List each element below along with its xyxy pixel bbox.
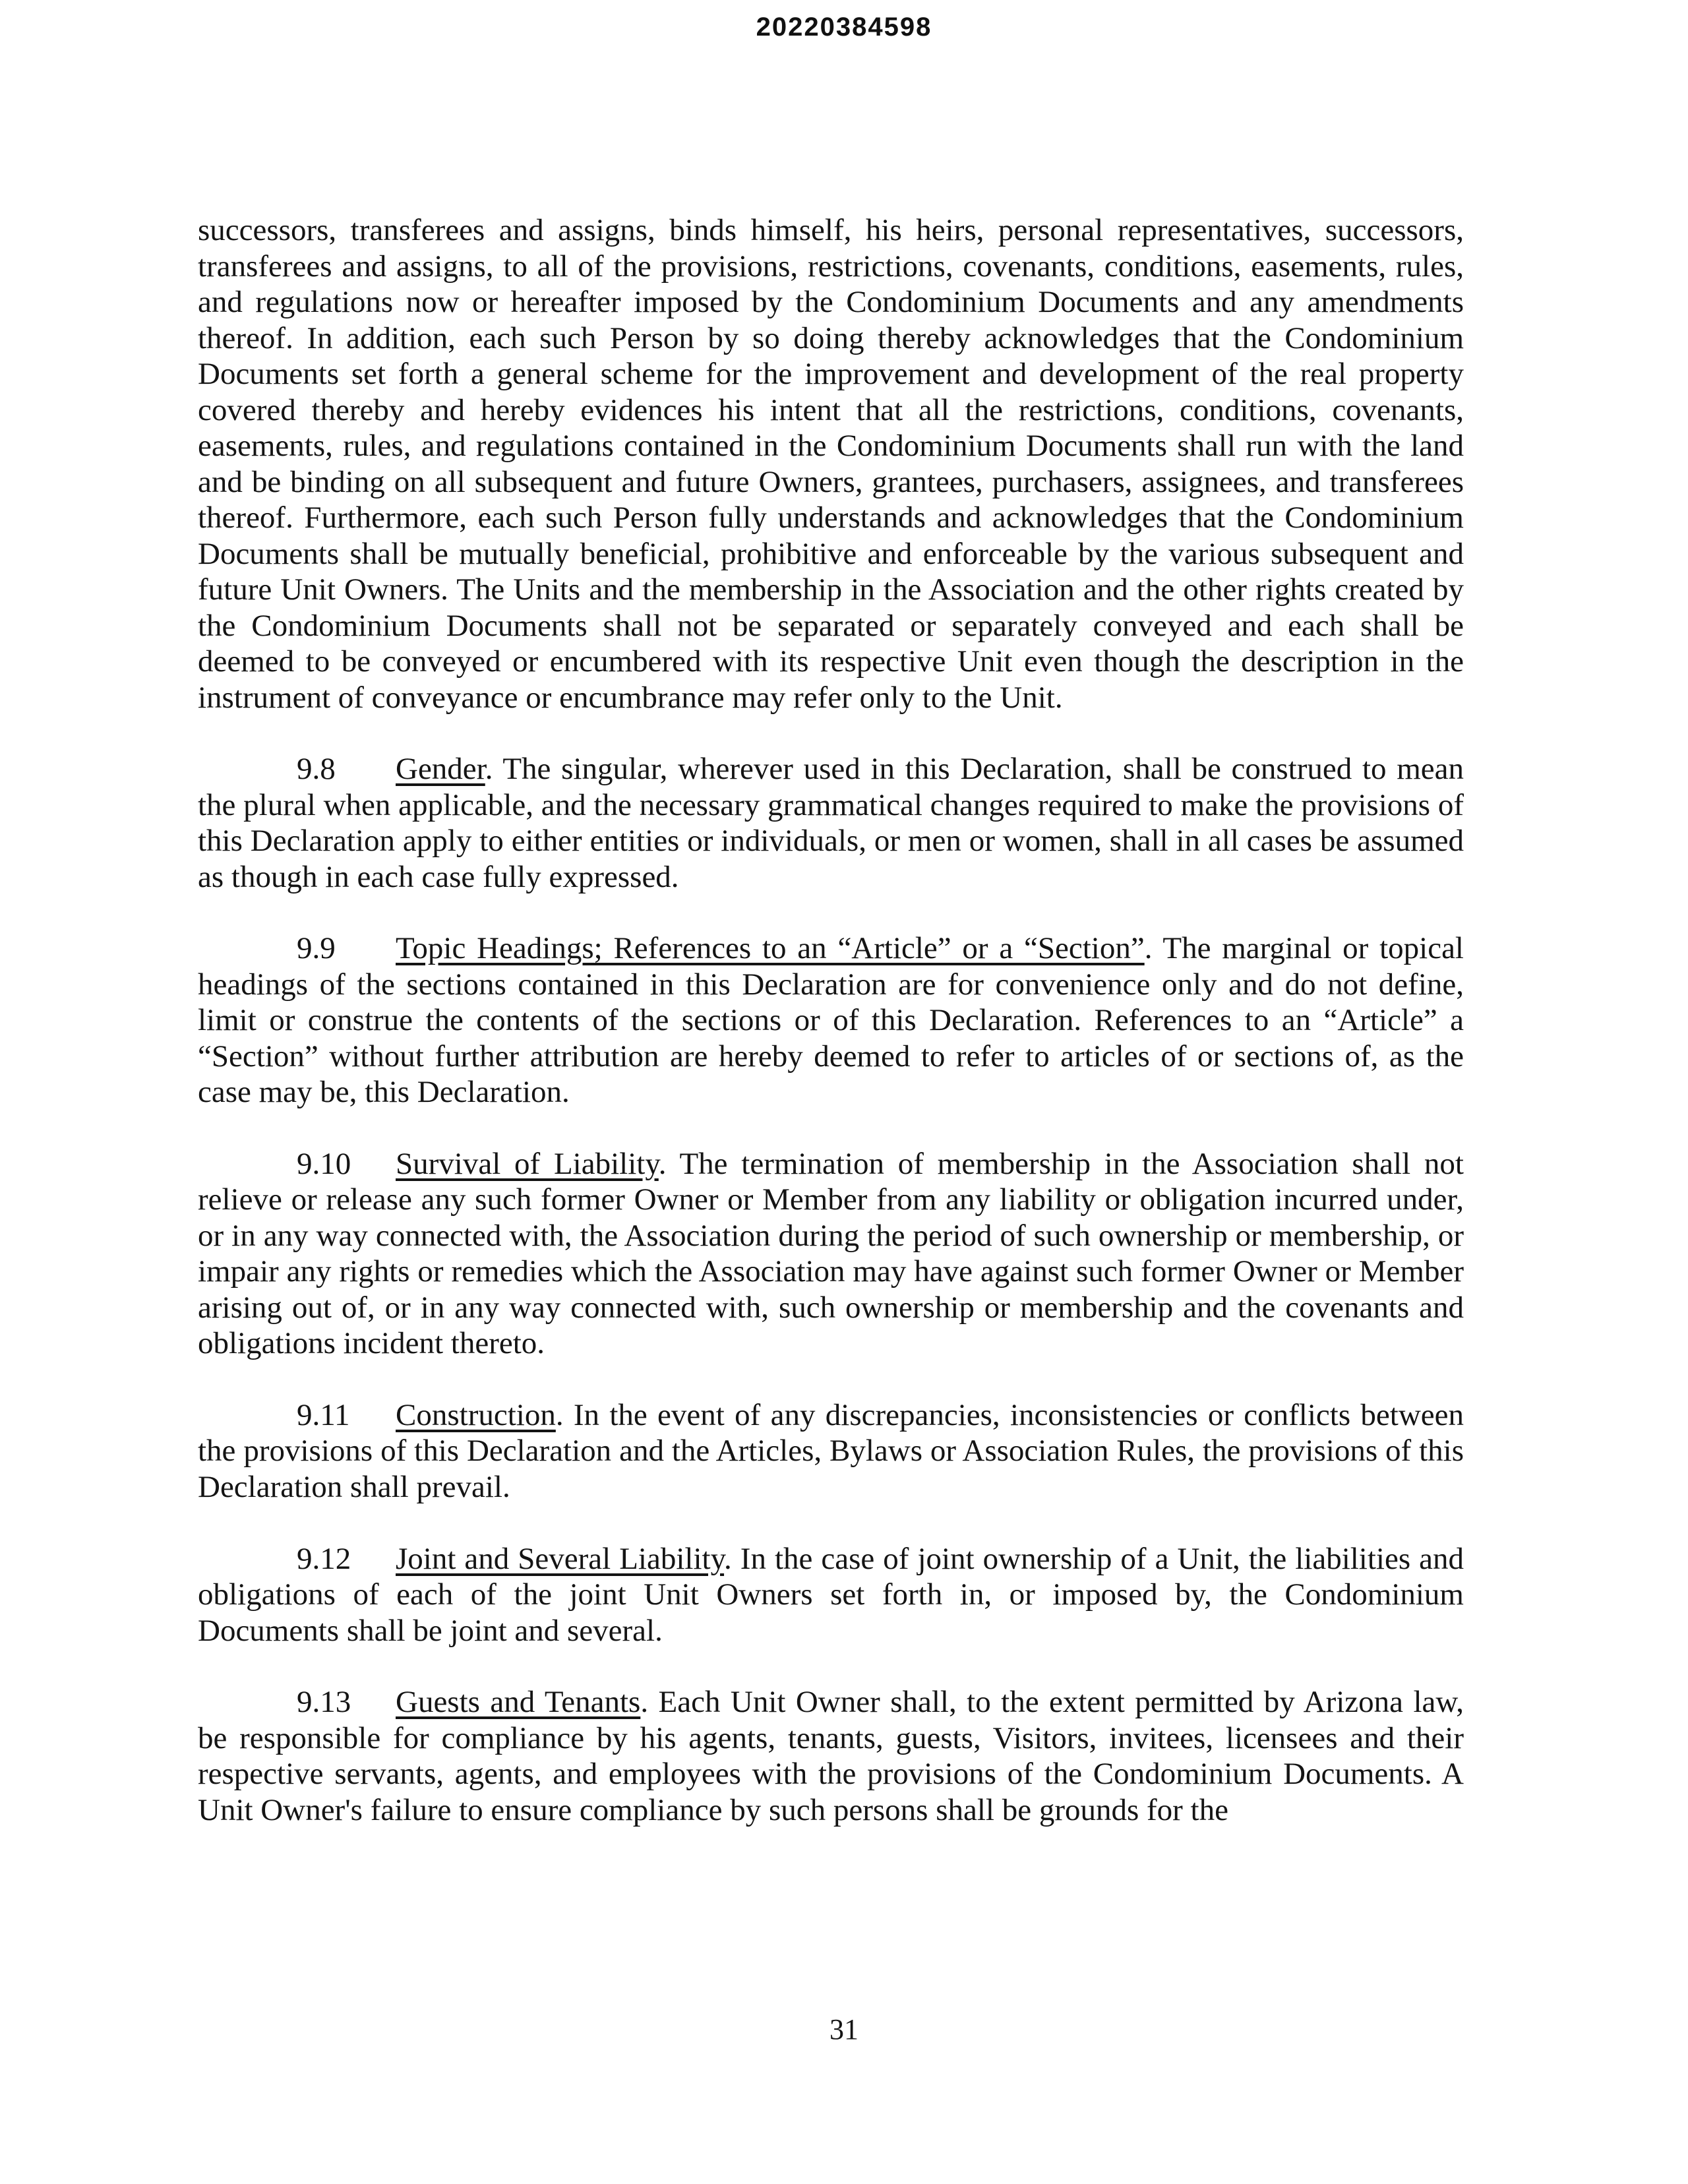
section-9-8 [198,751,1464,895]
section-text: . The singular, wherever used in this Declaration, shall be construed to mean the plural when applicable, and the necessary grammatical changes required to make the provisions of this Declaration apply to either entities or individuals, or men or women, shall in all cases be assumed as though in each case fully expressed. [198,752,1464,894]
section-heading: Joint and Several Liability [396,1541,725,1576]
section-9-13 [198,1684,1464,1828]
section-text: . Each Unit Owner shall, to the extent permitted by Arizona law, be responsible for compliance by his agents, tenants, guests, Visitors, invitees, licensees and their respective servants, agents, and employees with the provisions of the Condominium Documents. A Unit Owner's failure to ensure compliance by such persons shall be grounds for the [198,1685,1464,1827]
section-text: . The marginal or topical headings of the sections contained in this Declaration are for convenience only and do not define, limit or construe the contents of the sections or of this Declaration. References to an “Article” a “Section” without further attribution are hereby deemed to refer to articles of or sections of, as the case may be, this Declaration. [198,931,1464,1110]
section-number: 9.10 [297,1146,351,1181]
section-text: . The termination of membership in the Association shall not relieve or release any such former Owner or Member from any liability or obligation incurred under, or in any way connected with, the Association during the period of such ownership or membership, or impair any rights or remedies which the Association may have against such former Owner or Member arising out of, or in any way connected with, such ownership or membership and the covenants and obligations incident thereto. [198,1146,1464,1361]
section-9-12 [198,1541,1464,1649]
section-number: 9.12 [297,1541,351,1576]
page-number: 31 [829,2013,859,2046]
section-number: 9.11 [297,1397,350,1432]
section-9-9 [198,930,1464,1110]
section-number: 9.9 [297,931,336,966]
section-heading: Construction [396,1397,556,1432]
document-body [198,212,1464,1828]
section-number: 9.13 [297,1685,351,1720]
section-number: 9.8 [297,752,336,787]
section-heading: Gender [396,752,485,787]
document-number: 20220384598 [756,13,932,42]
section-heading: Survival of Liability [396,1146,659,1181]
section-heading: Topic Headings; References to an “Article” or a “Section” [396,931,1145,966]
intro-paragraph: successors, transferees and assigns, binds himself, his heirs, personal representatives, successors, transferees and assigns, to all of the provisions, restrictions, covenants, conditions, easements, rules, and regulations now or hereafter imposed by the Condominium Documents and any amendments thereof. In addition, each such Person by so doing thereby acknowledges that the Condominium Documents set forth a general scheme for the improvement and development of the real property covered thereby and hereby evidences his intent that all the restrictions, conditions, covenants, easements, rules, and regulations contained in the Condominium Documents shall run with the land and be binding on all subsequent and future Owners, grantees, purchasers, assignees, and transferees thereof. Furthermore, each such Person fully understands and acknowledges that the Condominium Documents shall be mutually beneficial, prohibitive and enforceable by the various subsequent and future Unit Owners. The Units and the membership in the Association and the other rights created by the Condominium Documents shall not be separated or separately conveyed and each shall be deemed to be conveyed or encumbered with its respective Unit even though the description in the instrument of conveyance or encumbrance may refer only to the Unit. [198,213,1464,715]
section-9-11 [198,1397,1464,1505]
section-text: . In the event of any discrepancies, inconsistencies or conflicts between the provisions of this Declaration and the Articles, Bylaws or Association Rules, the provisions of this Declaration shall prevail. [198,1397,1464,1504]
section-text: . In the case of joint ownership of a Unit, the liabilities and obligations of each of the joint Unit Owners set forth in, or imposed by, the Condominium Documents shall be joint and several. [198,1541,1464,1648]
section-9-10 [198,1146,1464,1362]
section-heading: Guests and Tenants [396,1685,641,1720]
